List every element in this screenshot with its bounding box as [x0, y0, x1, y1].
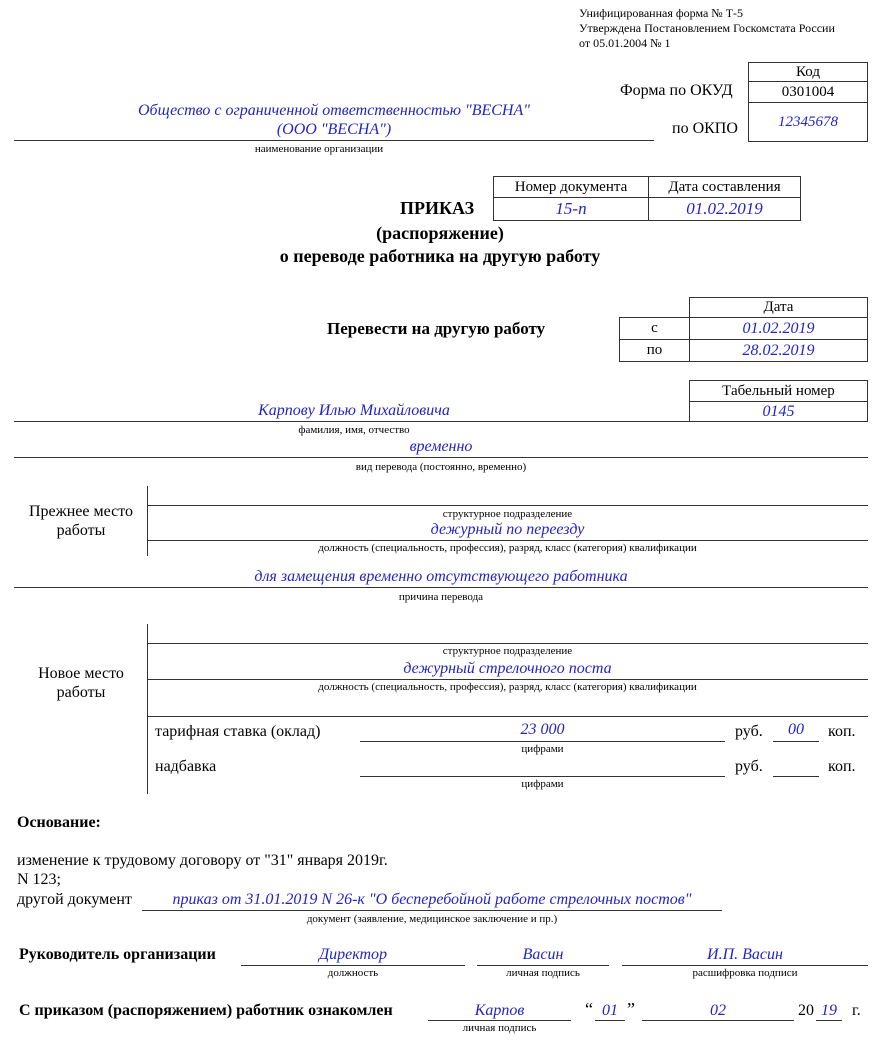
previous-position-caption: должность (специальность, профессия), разряд, класс (категория) квалификации	[318, 542, 697, 554]
form-header	[579, 6, 835, 51]
okpo-cell	[748, 102, 868, 142]
transfer-reason-caption: причина перевода	[398, 591, 484, 603]
previous-place-label-line1: Прежнее место	[29, 503, 133, 520]
kod-label: Код	[796, 64, 820, 80]
ack-quote-open: “	[585, 999, 593, 1019]
transfer-to-value: 28.02.2019	[742, 342, 815, 359]
previous-position-underline	[147, 540, 868, 541]
ack-label: С приказом (распоряжением) работник ознакомлен	[19, 1002, 393, 1019]
basis-title: Основание:	[17, 814, 101, 831]
head-decode-value: И.П. Васин	[707, 946, 783, 963]
new-position-caption: должность (специальность, профессия), разряд, класс (категория) квалификации	[318, 681, 697, 693]
transfer-from-label: с	[651, 320, 658, 336]
bonus-underline	[360, 776, 725, 777]
ack-year-underline	[816, 1020, 842, 1021]
rate-label: тарифная ставка (оклад)	[155, 723, 321, 740]
form-header-line2: Утверждена Постановлением Госкомстата России	[579, 21, 835, 35]
basis-other-caption: документ (заявление, медицинское заключение и пр.)	[306, 913, 558, 925]
rate-kop-underline	[773, 741, 819, 742]
ack-month-value: 02	[710, 1002, 726, 1019]
basis-line2: N 123;	[17, 871, 61, 888]
doc-subtitle: (распоряжение)	[376, 223, 504, 243]
transfer-from-cell	[689, 317, 868, 340]
org-underline	[14, 140, 654, 141]
doc-number-header	[493, 176, 649, 198]
ack-year-value: 19	[821, 1002, 837, 1019]
doc-title: ПРИКАЗ	[400, 198, 475, 218]
doc-purpose: о переводе работника на другую работу	[279, 246, 601, 266]
tab-number-value: 0145	[762, 403, 795, 420]
head-label: Руководитель организации	[19, 946, 216, 963]
basis-other-label: другой документ	[17, 891, 132, 908]
ack-month-underline	[642, 1020, 794, 1021]
okpo-value: 12345678	[778, 114, 838, 130]
doc-date-header	[648, 176, 801, 198]
okud-label: Форма по ОКУД	[620, 82, 733, 99]
previous-dept-underline	[147, 505, 868, 506]
bonus-kop-label: коп.	[828, 758, 856, 775]
basis-line1: изменение к трудовому договору от "31" января 2019г.	[17, 852, 388, 869]
ack-year-unit: г.	[852, 1002, 861, 1019]
transfer-type-caption: вид перевода (постоянно, временно)	[355, 461, 527, 473]
new-place-label-line2: работы	[56, 684, 106, 701]
okud-cell	[748, 81, 868, 103]
new-place-label-line1: Новое место	[38, 665, 124, 682]
transfer-label: Перевести на другую работу	[327, 319, 546, 338]
head-position-underline	[241, 965, 465, 966]
ack-signature-caption: личная подпись	[462, 1022, 537, 1034]
previous-dept-caption: структурное подразделение	[442, 508, 573, 520]
transfer-to-cell	[689, 339, 868, 362]
previous-place-label-line2: работы	[56, 522, 106, 539]
rate-kop-value: 00	[788, 721, 804, 738]
doc-date-cell	[648, 197, 801, 221]
transfer-from-label-cell	[619, 317, 690, 340]
ack-day-value: 01	[602, 1002, 618, 1019]
rate-value: 23 000	[520, 721, 565, 738]
transfer-from-value: 01.02.2019	[742, 320, 815, 337]
transfer-reason-underline	[14, 587, 868, 588]
new-place-label	[14, 664, 148, 702]
previous-position: дежурный по переезду	[430, 521, 585, 538]
previous-place-label	[14, 502, 148, 540]
doc-number-value: 15-п	[555, 199, 587, 218]
bonus-label: надбавка	[155, 758, 217, 775]
basis-other-underline	[142, 910, 722, 911]
head-signature-underline	[477, 965, 609, 966]
ack-day-underline	[595, 1020, 625, 1021]
new-position-underline	[147, 679, 868, 680]
employee-fio-underline	[14, 421, 868, 422]
doc-date-value: 01.02.2019	[686, 199, 763, 218]
transfer-date-label: Дата	[763, 299, 794, 315]
transfer-to-label: по	[646, 342, 663, 358]
doc-date-label: Дата составления	[668, 179, 781, 195]
bonus-kop-underline	[773, 776, 819, 777]
ack-signature-value: Карпов	[474, 1002, 525, 1019]
tab-number-cell	[689, 401, 868, 422]
ack-signature-underline	[428, 1020, 571, 1021]
basis-other-value: приказ от 31.01.2019 N 26-к "О бесперебойной работе стрелочных постов"	[172, 891, 692, 908]
head-position-value: Директор	[318, 946, 388, 963]
bonus-digits-caption: цифрами	[521, 778, 564, 790]
doc-number-label: Номер документа	[514, 179, 628, 195]
rate-underline	[360, 741, 725, 742]
ack-quote-close: ”	[627, 999, 635, 1019]
new-dept-underline	[147, 643, 868, 644]
transfer-type-underline	[14, 457, 868, 458]
tab-number-label: Табельный номер	[722, 383, 835, 399]
bonus-rub-label: руб.	[735, 758, 763, 775]
transfer-type: временно	[409, 438, 473, 455]
rate-digits-caption: цифрами	[521, 743, 564, 755]
head-decode-underline	[622, 965, 868, 966]
org-caption: наименование организации	[254, 143, 384, 155]
kod-header-cell	[748, 62, 868, 82]
okud-value: 0301004	[781, 84, 835, 100]
transfer-to-label-cell	[619, 339, 690, 362]
ack-year-prefix: 20	[798, 1002, 814, 1019]
new-place-divider	[147, 716, 868, 717]
employee-fio-caption: фамилия, имя, отчество	[298, 424, 410, 436]
rate-kop-label: коп.	[828, 723, 856, 740]
doc-number-cell	[493, 197, 649, 221]
transfer-date-header	[689, 297, 868, 318]
org-name-line2: (ООО "ВЕСНА")	[276, 121, 392, 138]
head-signature-caption: личная подпись	[506, 967, 580, 979]
transfer-reason: для замещения временно отсутствующего работника	[254, 568, 628, 585]
form-header-line1: Унифицированная форма № Т-5	[579, 6, 744, 20]
new-dept-caption: структурное подразделение	[442, 645, 573, 657]
form-header-line3: от 05.01.2004 № 1	[579, 36, 671, 50]
new-position: дежурный стрелочного поста	[403, 660, 612, 677]
head-signature-value: Васин	[522, 946, 564, 963]
okpo-label: по ОКПО	[672, 120, 738, 137]
rate-rub-label: руб.	[735, 723, 763, 740]
org-name-line1: Общество с ограниченной ответственностью "ВЕСНА"	[138, 102, 530, 119]
employee-fio: Карпову Илью Михайловича	[258, 402, 450, 419]
head-position-caption: должность	[327, 967, 379, 979]
head-decode-caption: расшифровка подписи	[692, 967, 798, 979]
tab-number-header	[689, 380, 868, 402]
